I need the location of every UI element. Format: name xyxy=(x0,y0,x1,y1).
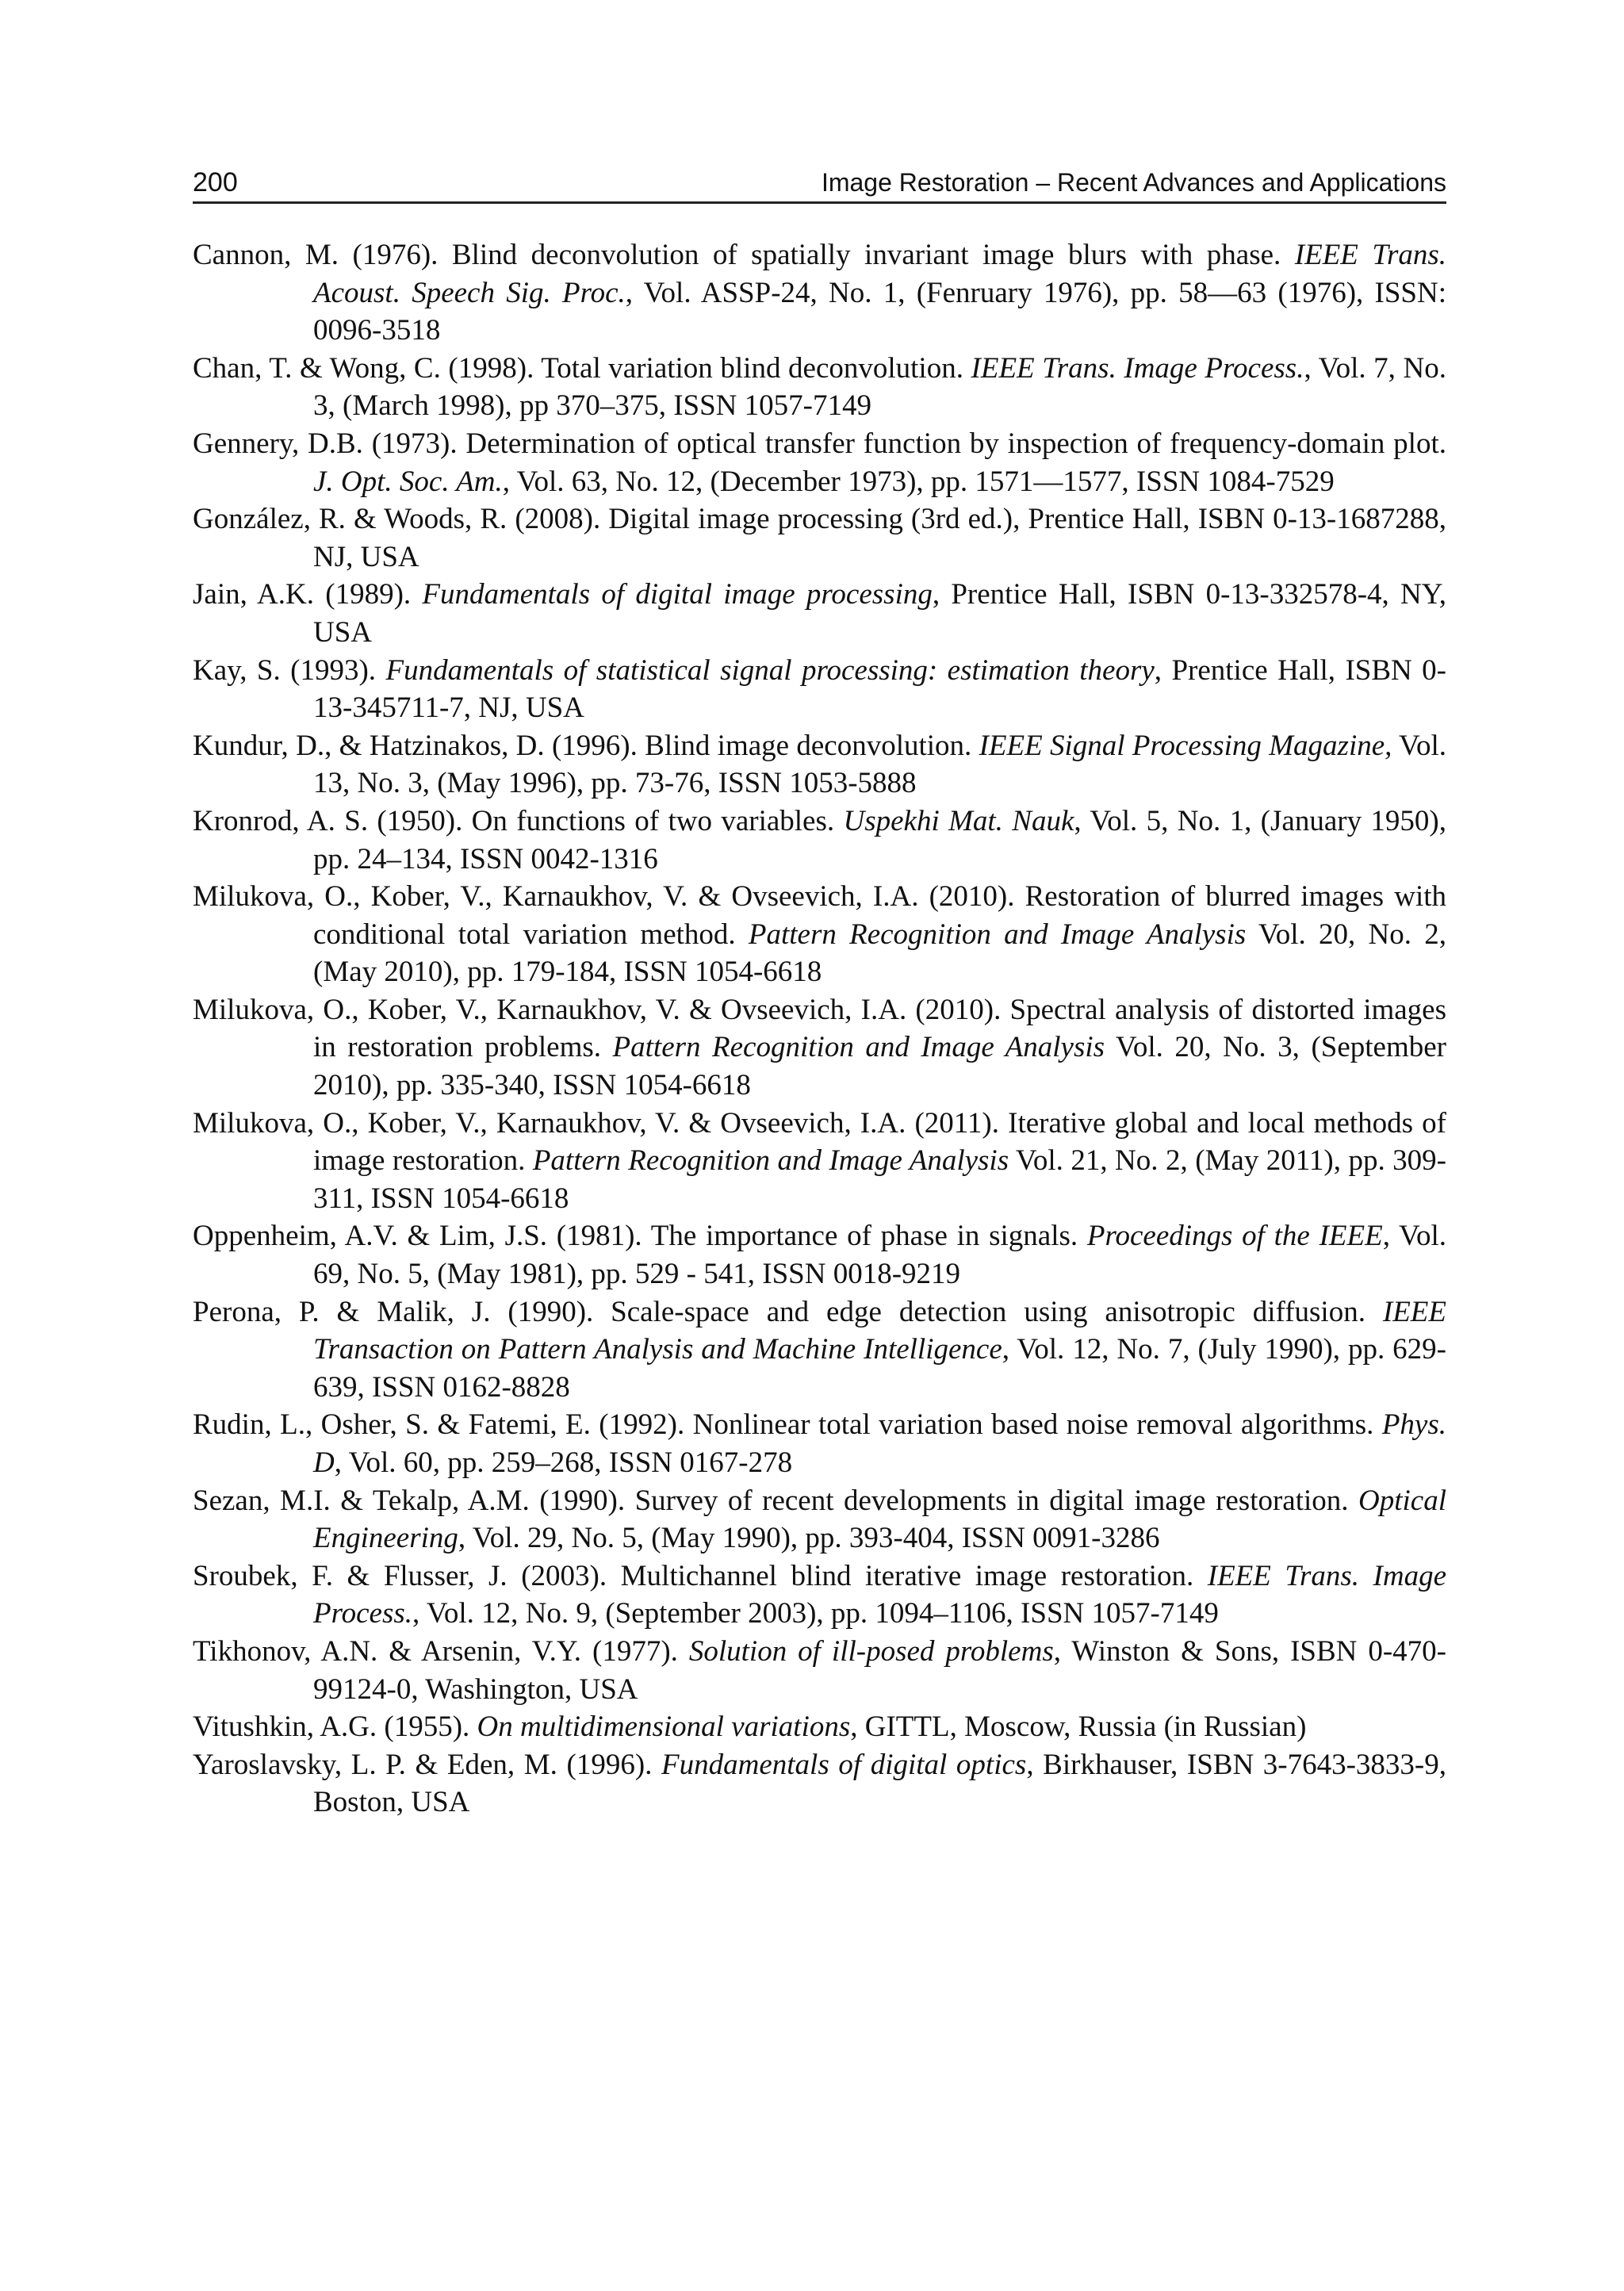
reference-text: Perona, P. & Malik, J. (1990). Scale-space and edge detection using anisotropic diffusion. xyxy=(193,1295,1383,1328)
reference-entry xyxy=(193,1293,1446,1407)
reference-text: Rudin, L., Osher, S. & Fatemi, E. (1992). Nonlinear total variation based noise removal algorithms. xyxy=(193,1408,1382,1442)
reference-text: , Prentice Hall, ISBN 0-13-332578-4, NY, USA xyxy=(313,578,1446,649)
reference-text: Kronrod, A. S. (1950). On functions of two variables. xyxy=(193,804,844,837)
page-number: 200 xyxy=(193,167,238,197)
reference-entry xyxy=(193,500,1446,576)
reference-text: González, R. & Woods, R. (2008). Digital image processing (3rd ed.), Prentice Hall, ISBN 0-13-1687288, NJ, USA xyxy=(193,503,1446,573)
reference-text: Sezan, M.I. & Tekalp, A.M. (1990). Survey of recent developments in digital image restoration. xyxy=(193,1484,1359,1517)
reference-entry xyxy=(193,1217,1446,1293)
reference-entry xyxy=(193,236,1446,350)
book-title: Image Restoration – Recent Advances and Applications xyxy=(821,168,1446,197)
reference-entry xyxy=(193,1557,1446,1633)
reference-entry xyxy=(193,350,1446,425)
reference-text: Oppenheim, A.V. & Lim, J.S. (1981). The importance of phase in signals. xyxy=(193,1220,1087,1253)
reference-text: Kundur, D., & Hatzinakos, D. (1996). Blind image deconvolution. xyxy=(193,729,979,762)
reference-entry xyxy=(193,1708,1446,1746)
reference-text: , Vol. 7, No. 3, (March 1998), pp 370–375, ISSN 1057-7149 xyxy=(313,351,1446,423)
reference-source-title: IEEE Transaction on Pattern Analysis and Machine Intelligence xyxy=(313,1295,1446,1366)
reference-text: Milukova, O., Kober, V., Karnaukhov, V. & Ovseevich, I.A. (2011). Iterative global and local methods of image restoration. xyxy=(193,1106,1446,1178)
reference-entry xyxy=(193,425,1446,500)
reference-source-title: J. Opt. Soc. Am. xyxy=(313,465,503,498)
reference-source-title: Solution of ill-posed problems xyxy=(688,1634,1054,1668)
reference-text: Vitushkin, A.G. (1955). xyxy=(193,1711,477,1744)
reference-text: Milukova, O., Kober, V., Karnaukhov, V. & Ovseevich, I.A. (2010). Restoration of blurred images with conditional total variation method. xyxy=(193,880,1446,951)
reference-entry xyxy=(193,1633,1446,1708)
reference-text: Sroubek, F. & Flusser, J. (2003). Multichannel blind iterative image restoration. xyxy=(193,1559,1208,1592)
reference-text: Kay, S. (1993). xyxy=(193,653,386,687)
reference-entry xyxy=(193,991,1446,1105)
reference-text: , Vol. 12, No. 7, (July 1990), pp. 629-639, ISSN 0162-8828 xyxy=(313,1333,1446,1404)
reference-source-title: Proceedings of the IEEE xyxy=(1086,1220,1383,1253)
reference-source-title: On multidimensional variations xyxy=(477,1711,851,1744)
reference-entry xyxy=(193,803,1446,878)
reference-entry xyxy=(193,1482,1446,1557)
reference-text: Gennery, D.B. (1973). Determination of optical transfer function by inspection of frequency-domain plot. xyxy=(193,427,1446,460)
reference-entry xyxy=(193,652,1446,727)
reference-text: , Vol. 29, No. 5, (May 1990), pp. 393-404, ISSN 0091-3286 xyxy=(458,1522,1160,1555)
reference-source-title: IEEE Trans. Acoust. Speech Sig. Proc. xyxy=(313,239,1446,309)
reference-text: Vol. 21, No. 2, (May 2011), pp. 309-311, ISSN 1054-6618 xyxy=(313,1144,1446,1215)
reference-text: , Prentice Hall, ISBN 0-13-345711-7, NJ, USA xyxy=(313,653,1447,725)
reference-source-title: IEEE Trans. Image Process. xyxy=(313,1559,1446,1630)
reference-text: Yaroslavsky, L. P. & Eden, M. (1996). xyxy=(193,1748,662,1781)
reference-text: Jain, A.K. (1989). xyxy=(193,578,423,611)
reference-source-title: IEEE Signal Processing Magazine, xyxy=(979,729,1392,762)
reference-entry xyxy=(193,1746,1446,1822)
reference-text: , Winston & Sons, ISBN 0-470-99124-0, Washington, USA xyxy=(313,1634,1446,1706)
reference-text: , GITTL, Moscow, Russia (in Russian) xyxy=(850,1711,1307,1744)
reference-text: , Vol. 69, No. 5, (May 1981), pp. 529 - 541, ISSN 0018-9219 xyxy=(313,1220,1446,1291)
reference-list xyxy=(193,236,1446,1822)
running-header xyxy=(193,162,1446,204)
reference-source-title: Pattern Recognition and Image Analysis xyxy=(748,918,1247,951)
reference-entry xyxy=(193,727,1446,803)
reference-source-title: Optical Engineering xyxy=(313,1484,1446,1555)
reference-entry xyxy=(193,1406,1446,1481)
reference-text: Vol. 20, No. 3, (September 2010), pp. 335-340, ISSN 1054-6618 xyxy=(313,1031,1446,1102)
reference-source-title: Phys. D xyxy=(313,1408,1446,1479)
reference-source-title: Pattern Recognition and Image Analysis xyxy=(532,1144,1009,1178)
reference-source-title: Pattern Recognition and Image Analysis xyxy=(612,1031,1105,1064)
reference-text: Vol. 13, No. 3, (May 1996), pp. 73-76, ISSN 1053-5888 xyxy=(313,729,1447,800)
reference-text: , Vol. 63, No. 12, (December 1973), pp. 1571—1577, ISSN 1084-7529 xyxy=(502,465,1335,498)
reference-text: , Vol. ASSP-24, No. 1, (Fenruary 1976), pp. 58—63 (1976), ISSN: 0096-3518 xyxy=(313,276,1446,347)
reference-text: Tikhonov, A.N. & Arsenin, V.Y. (1977). xyxy=(193,1634,689,1668)
reference-source-title: Fundamentals of digital image processing xyxy=(422,578,933,611)
reference-text: , Vol. 12, No. 9, (September 2003), pp. 1094–1106, ISSN 1057-7149 xyxy=(412,1597,1219,1630)
reference-text: Chan, T. & Wong, C. (1998). Total variation blind deconvolution. xyxy=(193,351,971,385)
reference-source-title: IEEE Trans. Image Process. xyxy=(971,351,1304,385)
reference-entry xyxy=(193,878,1446,991)
reference-source-title: Fundamentals of statistical signal processing: estimation theory xyxy=(385,653,1155,687)
reference-text: Cannon, M. (1976). Blind deconvolution of spatially invariant image blurs with phase. xyxy=(193,239,1295,271)
reference-source-title: Fundamentals of digital optics xyxy=(661,1748,1027,1781)
reference-text: , Birkhauser, ISBN 3-7643-3833-9, Boston, USA xyxy=(313,1748,1447,1819)
reference-text: Milukova, O., Kober, V., Karnaukhov, V. & Ovseevich, I.A. (2010). Spectral analysis of distorted images in restoration problems. xyxy=(193,993,1446,1064)
reference-text: , Vol. 5, No. 1, (January 1950), pp. 24–134, ISSN 0042-1316 xyxy=(313,804,1446,875)
reference-entry xyxy=(193,1105,1446,1218)
reference-text: Vol. 20, No. 2, (May 2010), pp. 179-184, ISSN 1054-6618 xyxy=(313,918,1446,989)
reference-entry xyxy=(193,576,1446,651)
reference-text: , Vol. 60, pp. 259–268, ISSN 0167-278 xyxy=(334,1446,793,1479)
reference-source-title: Uspekhi Mat. Nauk xyxy=(843,804,1074,837)
